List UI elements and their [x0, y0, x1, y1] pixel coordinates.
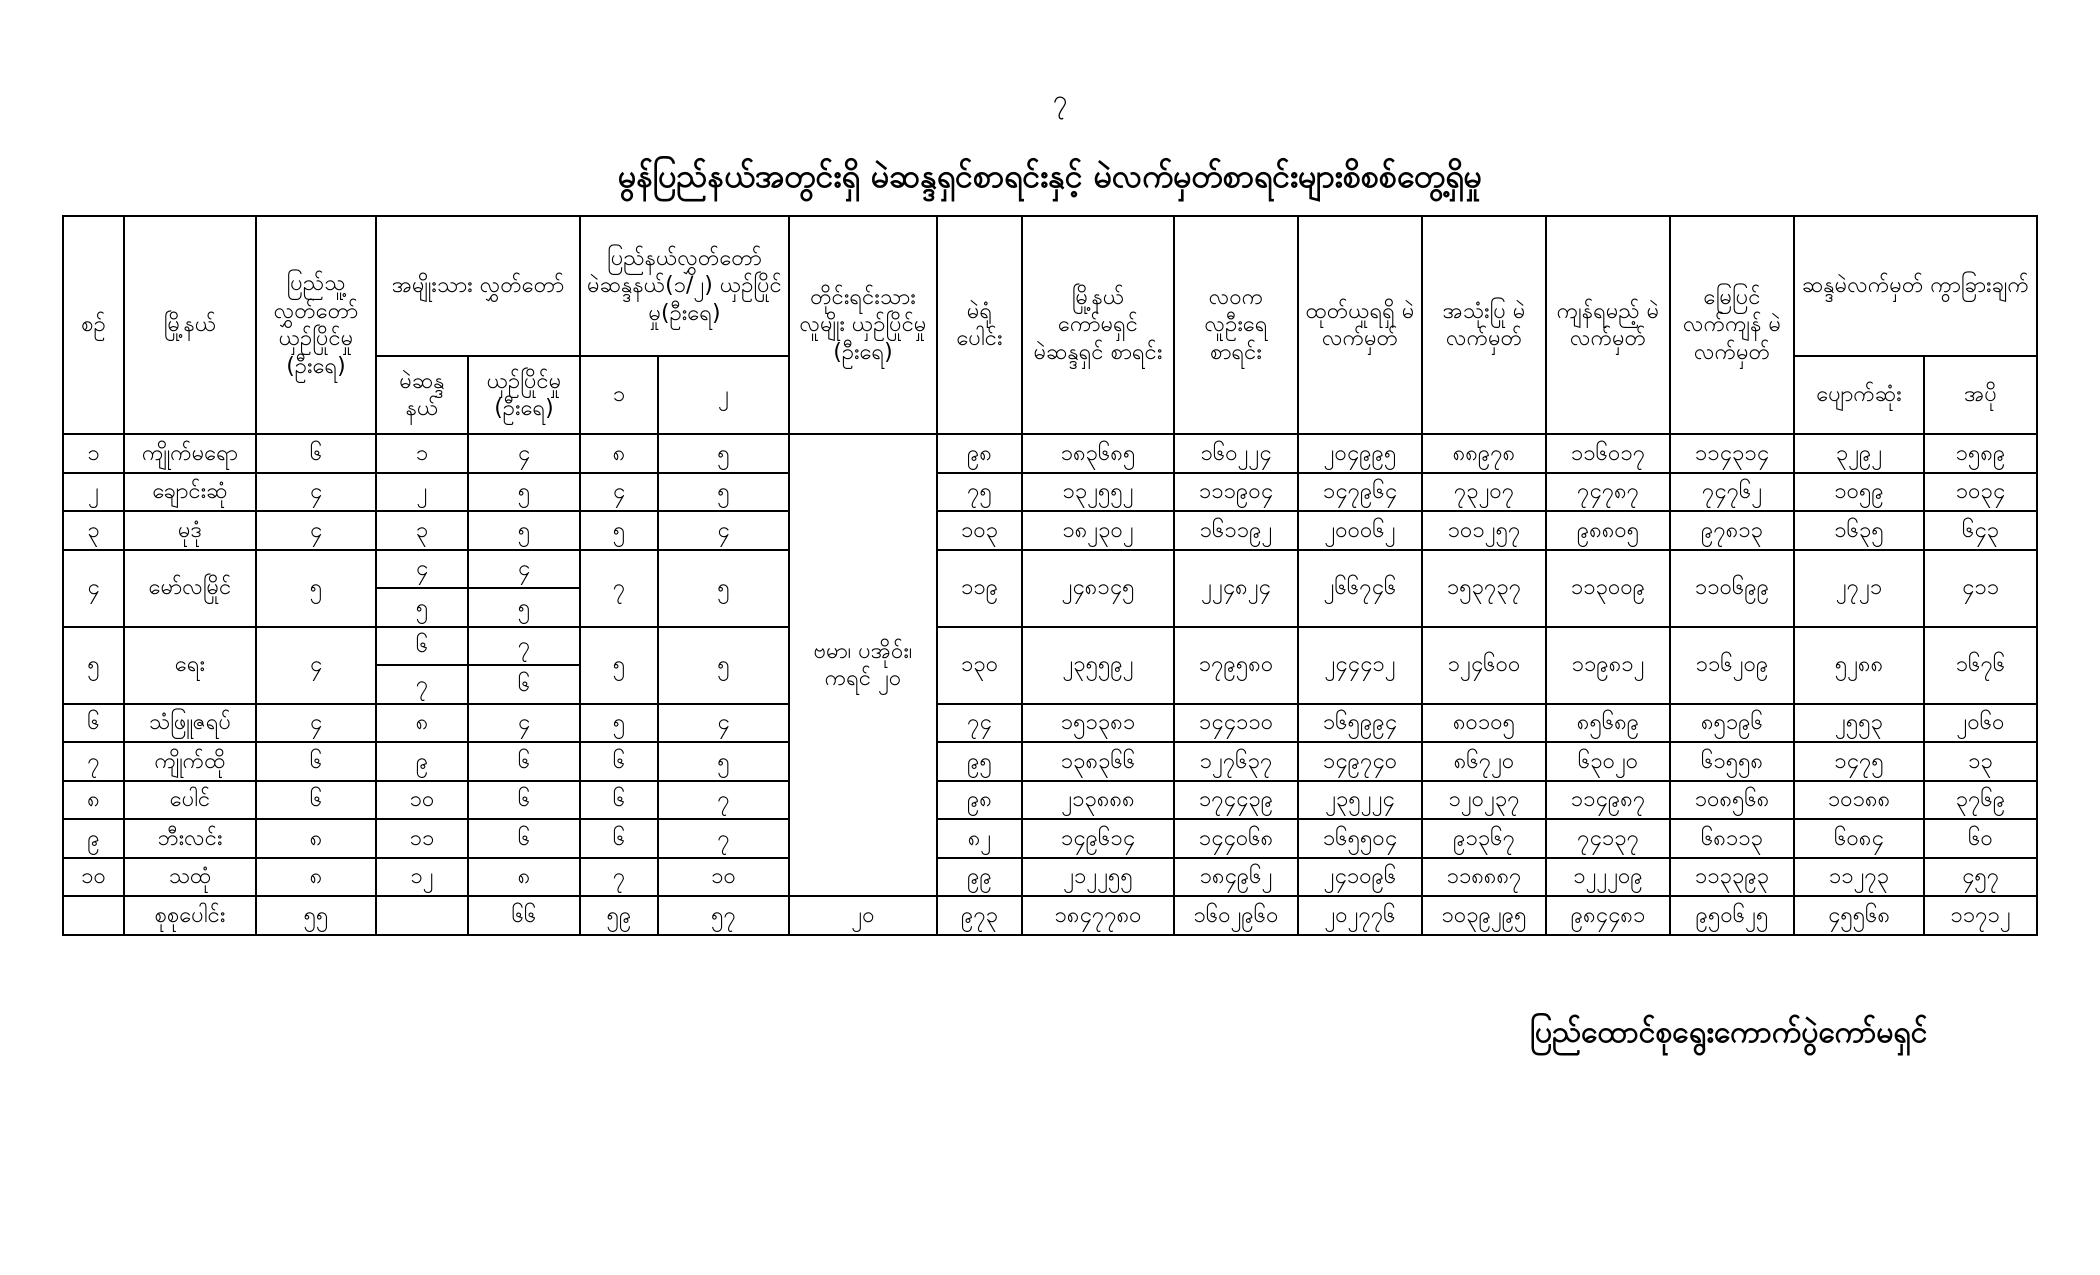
row-population: ၁၆၁၁၉၂ [1174, 511, 1298, 550]
row-pyithu: ၄ [256, 627, 376, 704]
row-state-2: ၄ [658, 511, 789, 550]
row-voters: ၂၃၅၅၉၂ [1022, 627, 1174, 704]
row-state-1: ၄ [580, 473, 658, 512]
row-no: ၄ [63, 550, 124, 627]
row-actual: ၈၅၁၉၆ [1670, 704, 1794, 743]
row-voters: ၁၅၁၃၈၁ [1022, 704, 1174, 743]
row-remaining: ၁၁၆၀၁၇ [1546, 434, 1670, 473]
header-row-top [63, 216, 2037, 356]
row-voters: ၁၃၂၅၅၂ [1022, 473, 1174, 512]
row-amyotha-cand: ၆ [468, 819, 580, 858]
col-amyotha-cand: ယှဉ်ပြိုင်မှု (ဦးရေ) [468, 356, 580, 434]
row-used: ၁၀၁၂၅၇ [1422, 511, 1546, 550]
total-label: စုစုပေါင်း [124, 896, 256, 935]
row-amyotha-const: ၆ [376, 627, 468, 666]
total-state-1: ၅၉ [580, 896, 658, 935]
row-printed: ၂၆၆၇၄၆ [1298, 550, 1422, 627]
row-stations: ၈၂ [937, 819, 1022, 858]
row-no: ၁၀ [63, 858, 124, 897]
row-missing: ၆၀၈၄ [1794, 819, 1924, 858]
row-remaining: ၁၂၂၂၀၉ [1546, 858, 1670, 897]
row-used: ၈၀၁၀၅ [1422, 704, 1546, 743]
row-no: ၂ [63, 473, 124, 512]
row-stations: ၇၄ [937, 704, 1022, 743]
table-row [63, 742, 2037, 781]
col-township: မြို့နယ် [124, 216, 256, 434]
row-state-1: ၅ [580, 627, 658, 704]
row-state-2: ၇ [658, 781, 789, 820]
row-actual: ၁၁၃၃၉၃ [1670, 858, 1794, 897]
ethnic-note: ဗမာ၊ ပအိုဝ်း၊ ကရင် ၂၀ [789, 434, 937, 896]
row-voters: ၂၁၂၂၅၅ [1022, 858, 1174, 897]
col-pyithu: ပြည်သူ့ လွှတ်တော် ယှဉ်ပြိုင်မှု (ဦးရေ) [256, 216, 376, 434]
row-no: ၇ [63, 742, 124, 781]
row-remaining: ၁၁၃၀၀၉ [1546, 550, 1670, 627]
total-amyotha-const [376, 896, 468, 935]
row-amyotha-const: ၂ [376, 473, 468, 512]
row-used: ၇၃၂၀၇ [1422, 473, 1546, 512]
row-amyotha-cand: ၅ [468, 588, 580, 627]
row-missing: ၅၂၈၈ [1794, 627, 1924, 704]
total-row [63, 896, 2037, 935]
total-ethnic: ၂၀ [789, 896, 937, 935]
row-printed: ၁၆၅၉၉၄ [1298, 704, 1422, 743]
row-amyotha-cand: ၈ [468, 858, 580, 897]
row-actual: ၁၁၄၃၁၄ [1670, 434, 1794, 473]
total-surplus: ၁၁၇၁၂ [1924, 896, 2037, 935]
row-township: သံဖြူဇရပ် [124, 704, 256, 743]
total-stations: ၉၇၃ [937, 896, 1022, 935]
row-amyotha-cand: ၆ [468, 742, 580, 781]
row-amyotha-const: ၁၀ [376, 781, 468, 820]
row-used: ၁၂၀၂၃၇ [1422, 781, 1546, 820]
table-row [63, 473, 2037, 512]
row-amyotha-cand: ၄ [468, 550, 580, 589]
row-used: ၁၅၃၇၃၇ [1422, 550, 1546, 627]
row-actual: ၆၁၅၅၈ [1670, 742, 1794, 781]
row-no: ၃ [63, 511, 124, 550]
total-amyotha-cand: ၆၆ [468, 896, 580, 935]
col-state-1: ၁ [580, 356, 658, 434]
row-used: ၁၁၈၈၈၇ [1422, 858, 1546, 897]
row-state-1: ၇ [580, 858, 658, 897]
footer-signature: ပြည်ထောင်စုရွေးကောက်ပွဲကော်မရှင် [1530, 1015, 1928, 1050]
row-amyotha-const: ၁၁ [376, 819, 468, 858]
row-no: ၆ [63, 704, 124, 743]
row-township: ချောင်းဆုံ [124, 473, 256, 512]
row-amyotha-cand: ၅ [468, 473, 580, 512]
row-pyithu: ၄ [256, 473, 376, 512]
row-amyotha-cand: ၄ [468, 434, 580, 473]
row-population: ၁၆၀၂၂၄ [1174, 434, 1298, 473]
row-stations: ၉၈ [937, 434, 1022, 473]
row-voters: ၂၄၈၁၄၅ [1022, 550, 1174, 627]
total-state-2: ၅၇ [658, 896, 789, 935]
row-township: ကျိုက်ထို [124, 742, 256, 781]
row-surplus: ၁၅၈၉ [1924, 434, 2037, 473]
row-surplus: ၆၄၃ [1924, 511, 2037, 550]
row-pyithu: ၆ [256, 781, 376, 820]
col-actual-remaining: မြေပြင် လက်ကျန် မဲလက်မှတ် [1670, 216, 1794, 434]
row-state-1: ၅ [580, 704, 658, 743]
row-pyithu: ၆ [256, 742, 376, 781]
row-no: ၈ [63, 781, 124, 820]
total-actual: ၉၅၀၆၂၅ [1670, 896, 1794, 935]
row-population: ၁၁၁၉၀၄ [1174, 473, 1298, 512]
row-used: ၈၈၉၇၈ [1422, 434, 1546, 473]
row-state-1: ၇ [580, 550, 658, 627]
total-pyithu: ၅၅ [256, 896, 376, 935]
row-missing: ၁၆၃၅ [1794, 511, 1924, 550]
row-printed: ၁၆၅၅၀၄ [1298, 819, 1422, 858]
row-voters: ၁၃၈၃၆၆ [1022, 742, 1174, 781]
row-printed: ၂၄၄၄၁၂ [1298, 627, 1422, 704]
document-title: မွန်ပြည်နယ်အတွင်းရှိ မဲဆန္ဒရှင်စာရင်းနှင့် မဲလက်မှတ်စာရင်းများစိစစ်တွေ့ရှိမှု [618, 157, 1482, 195]
row-state-2: ၅ [658, 550, 789, 627]
row-surplus: ၄၁၁ [1924, 550, 2037, 627]
row-surplus: ၆၀ [1924, 819, 2037, 858]
col-ethnic: တိုင်းရင်းသား လူမျိုး ယှဉ်ပြိုင်မှု (ဦးရေ) [789, 216, 937, 434]
col-surplus: အပို [1924, 356, 2037, 434]
row-amyotha-const: ၉ [376, 742, 468, 781]
row-actual: ၁၁၀၆၉၉ [1670, 550, 1794, 627]
row-township: မော်လမြိုင် [124, 550, 256, 627]
col-diff: ဆန္ဒမဲလက်မှတ် ကွာခြားချက် [1794, 216, 2037, 356]
col-no: စဉ် [63, 216, 124, 434]
row-stations: ၉၈ [937, 781, 1022, 820]
row-amyotha-const: ၁၂ [376, 858, 468, 897]
row-used: ၉၁၃၆၇ [1422, 819, 1546, 858]
row-no: ၁ [63, 434, 124, 473]
row-state-2: ၅ [658, 742, 789, 781]
row-remaining: ၉၈၈၀၅ [1546, 511, 1670, 550]
row-state-1: ၅ [580, 511, 658, 550]
col-printed: ထုတ်ယူရရှိ မဲလက်မှတ် [1298, 216, 1422, 434]
row-population: ၁၇၉၅၈၀ [1174, 627, 1298, 704]
row-missing: ၃၂၉၂ [1794, 434, 1924, 473]
row-stations: ၉၉ [937, 858, 1022, 897]
total-used: ၁၀၃၉၂၉၅ [1422, 896, 1546, 935]
row-pyithu: ၈ [256, 819, 376, 858]
total-population: ၁၆၀၂၉၆၀ [1174, 896, 1298, 935]
total-voters: ၁၈၄၇၇၈၀ [1022, 896, 1174, 935]
row-state-2: ၅ [658, 473, 789, 512]
row-actual: ၁၁၆၂၀၉ [1670, 627, 1794, 704]
row-population: ၁၄၄၀၆၈ [1174, 819, 1298, 858]
row-state-2: ၅ [658, 627, 789, 704]
row-state-2: ၄ [658, 704, 789, 743]
col-stations: မဲရုံ ပေါင်း [937, 216, 1022, 434]
row-missing: ၂၇၂၁ [1794, 550, 1924, 627]
table-row [63, 858, 2037, 897]
row-stations: ၁၀၃ [937, 511, 1022, 550]
row-state-2: ၇ [658, 819, 789, 858]
row-voters: ၁၄၉၆၁၄ [1022, 819, 1174, 858]
row-amyotha-const: ၃ [376, 511, 468, 550]
row-printed: ၂၀၄၉၉၅ [1298, 434, 1422, 473]
row-pyithu: ၅ [256, 550, 376, 627]
row-township: ကျိုက်မရော [124, 434, 256, 473]
row-no: ၉ [63, 819, 124, 858]
row-population: ၁၇၄၄၃၉ [1174, 781, 1298, 820]
row-amyotha-const: ၄ [376, 550, 468, 589]
table-row [63, 781, 2037, 820]
total-remaining: ၉၈၄၄၈၁ [1546, 896, 1670, 935]
row-missing: ၁၄၇၅ [1794, 742, 1924, 781]
row-amyotha-const: ၅ [376, 588, 468, 627]
row-population: ၁၂၇၆၃၇ [1174, 742, 1298, 781]
row-amyotha-cand: ၆ [468, 665, 580, 704]
row-actual: ၉၇၈၁၃ [1670, 511, 1794, 550]
row-missing: ၁၀၅၉ [1794, 473, 1924, 512]
row-surplus: ၁၃ [1924, 742, 2037, 781]
row-stations: ၁၃၀ [937, 627, 1022, 704]
row-state-1: ၈ [580, 434, 658, 473]
row-amyotha-cand: ၅ [468, 511, 580, 550]
row-remaining: ၁၁၄၉၈၇ [1546, 781, 1670, 820]
row-amyotha-const: ၁ [376, 434, 468, 473]
col-voters: မြို့နယ် ကော်မရှင် မဲဆန္ဒရှင် စာရင်း [1022, 216, 1174, 434]
row-voters: ၂၁၃၈၈၈ [1022, 781, 1174, 820]
row-printed: ၂၄၁၀၉၆ [1298, 858, 1422, 897]
row-surplus: ၄၅၇ [1924, 858, 2037, 897]
row-missing: ၁၁၂၇၃ [1794, 858, 1924, 897]
row-missing: ၂၅၅၃ [1794, 704, 1924, 743]
row-surplus: ၁၀၃၄ [1924, 473, 2037, 512]
row-missing: ၁၀၁၈၈ [1794, 781, 1924, 820]
table-row [63, 704, 2037, 743]
row-amyotha-const: ၈ [376, 704, 468, 743]
row-printed: ၂၀၀၀၆၂ [1298, 511, 1422, 550]
row-remaining: ၈၅၆၈၉ [1546, 704, 1670, 743]
row-surplus: ၃၇၆၉ [1924, 781, 2037, 820]
row-voters: ၁၈၃၆၈၅ [1022, 434, 1174, 473]
row-state-1: ၆ [580, 819, 658, 858]
col-state: ပြည်နယ်လွှတ်တော် မဲဆန္ဒနယ်(၁/၂) ယှဉ်ပြိုင်မှု(ဦးရေ) [580, 216, 789, 356]
row-pyithu: ၆ [256, 434, 376, 473]
row-state-1: ၆ [580, 781, 658, 820]
row-township: ရေး [124, 627, 256, 704]
table-row [63, 819, 2037, 858]
row-printed: ၁၄၇၉၆၄ [1298, 473, 1422, 512]
row-state-2: ၅ [658, 434, 789, 473]
row-stations: ၁၁၉ [937, 550, 1022, 627]
row-amyotha-const: ၇ [376, 665, 468, 704]
page-number: ၇ [1052, 85, 1068, 115]
table-row [63, 511, 2037, 550]
row-actual: ၁၀၈၅၆၈ [1670, 781, 1794, 820]
row-no: ၅ [63, 627, 124, 704]
row-pyithu: ၄ [256, 704, 376, 743]
row-remaining: ၇၄၁၃၇ [1546, 819, 1670, 858]
col-used: အသုံးပြု မဲလက်မှတ် [1422, 216, 1546, 434]
row-amyotha-cand: ၇ [468, 627, 580, 666]
row-printed: ၂၃၅၂၂၄ [1298, 781, 1422, 820]
table-row [63, 434, 2037, 473]
row-stations: ၇၅ [937, 473, 1022, 512]
row-remaining: ၇၄၇၈၇ [1546, 473, 1670, 512]
row-voters: ၁၈၂၃၀၂ [1022, 511, 1174, 550]
total-missing: ၄၅၅၆၈ [1794, 896, 1924, 935]
row-township: ဘီးလင်း [124, 819, 256, 858]
row-amyotha-cand: ၄ [468, 704, 580, 743]
col-amyotha: အမျိုးသား လွှတ်တော် [376, 216, 580, 356]
results-table [62, 215, 2038, 936]
row-amyotha-cand: ၆ [468, 781, 580, 820]
row-pyithu: ၄ [256, 511, 376, 550]
row-pyithu: ၈ [256, 858, 376, 897]
row-township: မုဒုံ [124, 511, 256, 550]
row-used: ၈၆၇၂၀ [1422, 742, 1546, 781]
row-population: ၂၂၄၈၂၄ [1174, 550, 1298, 627]
row-population: ၁၄၄၁၁၀ [1174, 704, 1298, 743]
row-state-2: ၁၀ [658, 858, 789, 897]
row-printed: ၁၄၉၇၄၀ [1298, 742, 1422, 781]
row-state-1: ၆ [580, 742, 658, 781]
table-row [63, 550, 2037, 589]
row-surplus: ၂၀၆၀ [1924, 704, 2037, 743]
row-actual: ၇၄၇၆၂ [1670, 473, 1794, 512]
table-row [63, 627, 2037, 666]
row-used: ၁၂၄၆၀၀ [1422, 627, 1546, 704]
row-township: ပေါင် [124, 781, 256, 820]
total-no [63, 896, 124, 935]
row-population: ၁၈၄၉၆၂ [1174, 858, 1298, 897]
total-printed: ၂၀၂၇၇၆ [1298, 896, 1422, 935]
col-state-2: ၂ [658, 356, 789, 434]
row-remaining: ၁၁၉၈၁၂ [1546, 627, 1670, 704]
row-remaining: ၆၃၀၂၀ [1546, 742, 1670, 781]
row-stations: ၉၅ [937, 742, 1022, 781]
col-population: လဝက လူဦးရေ စာရင်း [1174, 216, 1298, 434]
row-surplus: ၁၆၇၆ [1924, 627, 2037, 704]
col-remaining: ကျန်ရမည့် မဲလက်မှတ် [1546, 216, 1670, 434]
row-township: သထုံ [124, 858, 256, 897]
col-amyotha-const: မဲဆန္ဒ နယ် [376, 356, 468, 434]
row-actual: ၆၈၁၁၃ [1670, 819, 1794, 858]
col-missing: ပျောက်ဆုံး [1794, 356, 1924, 434]
